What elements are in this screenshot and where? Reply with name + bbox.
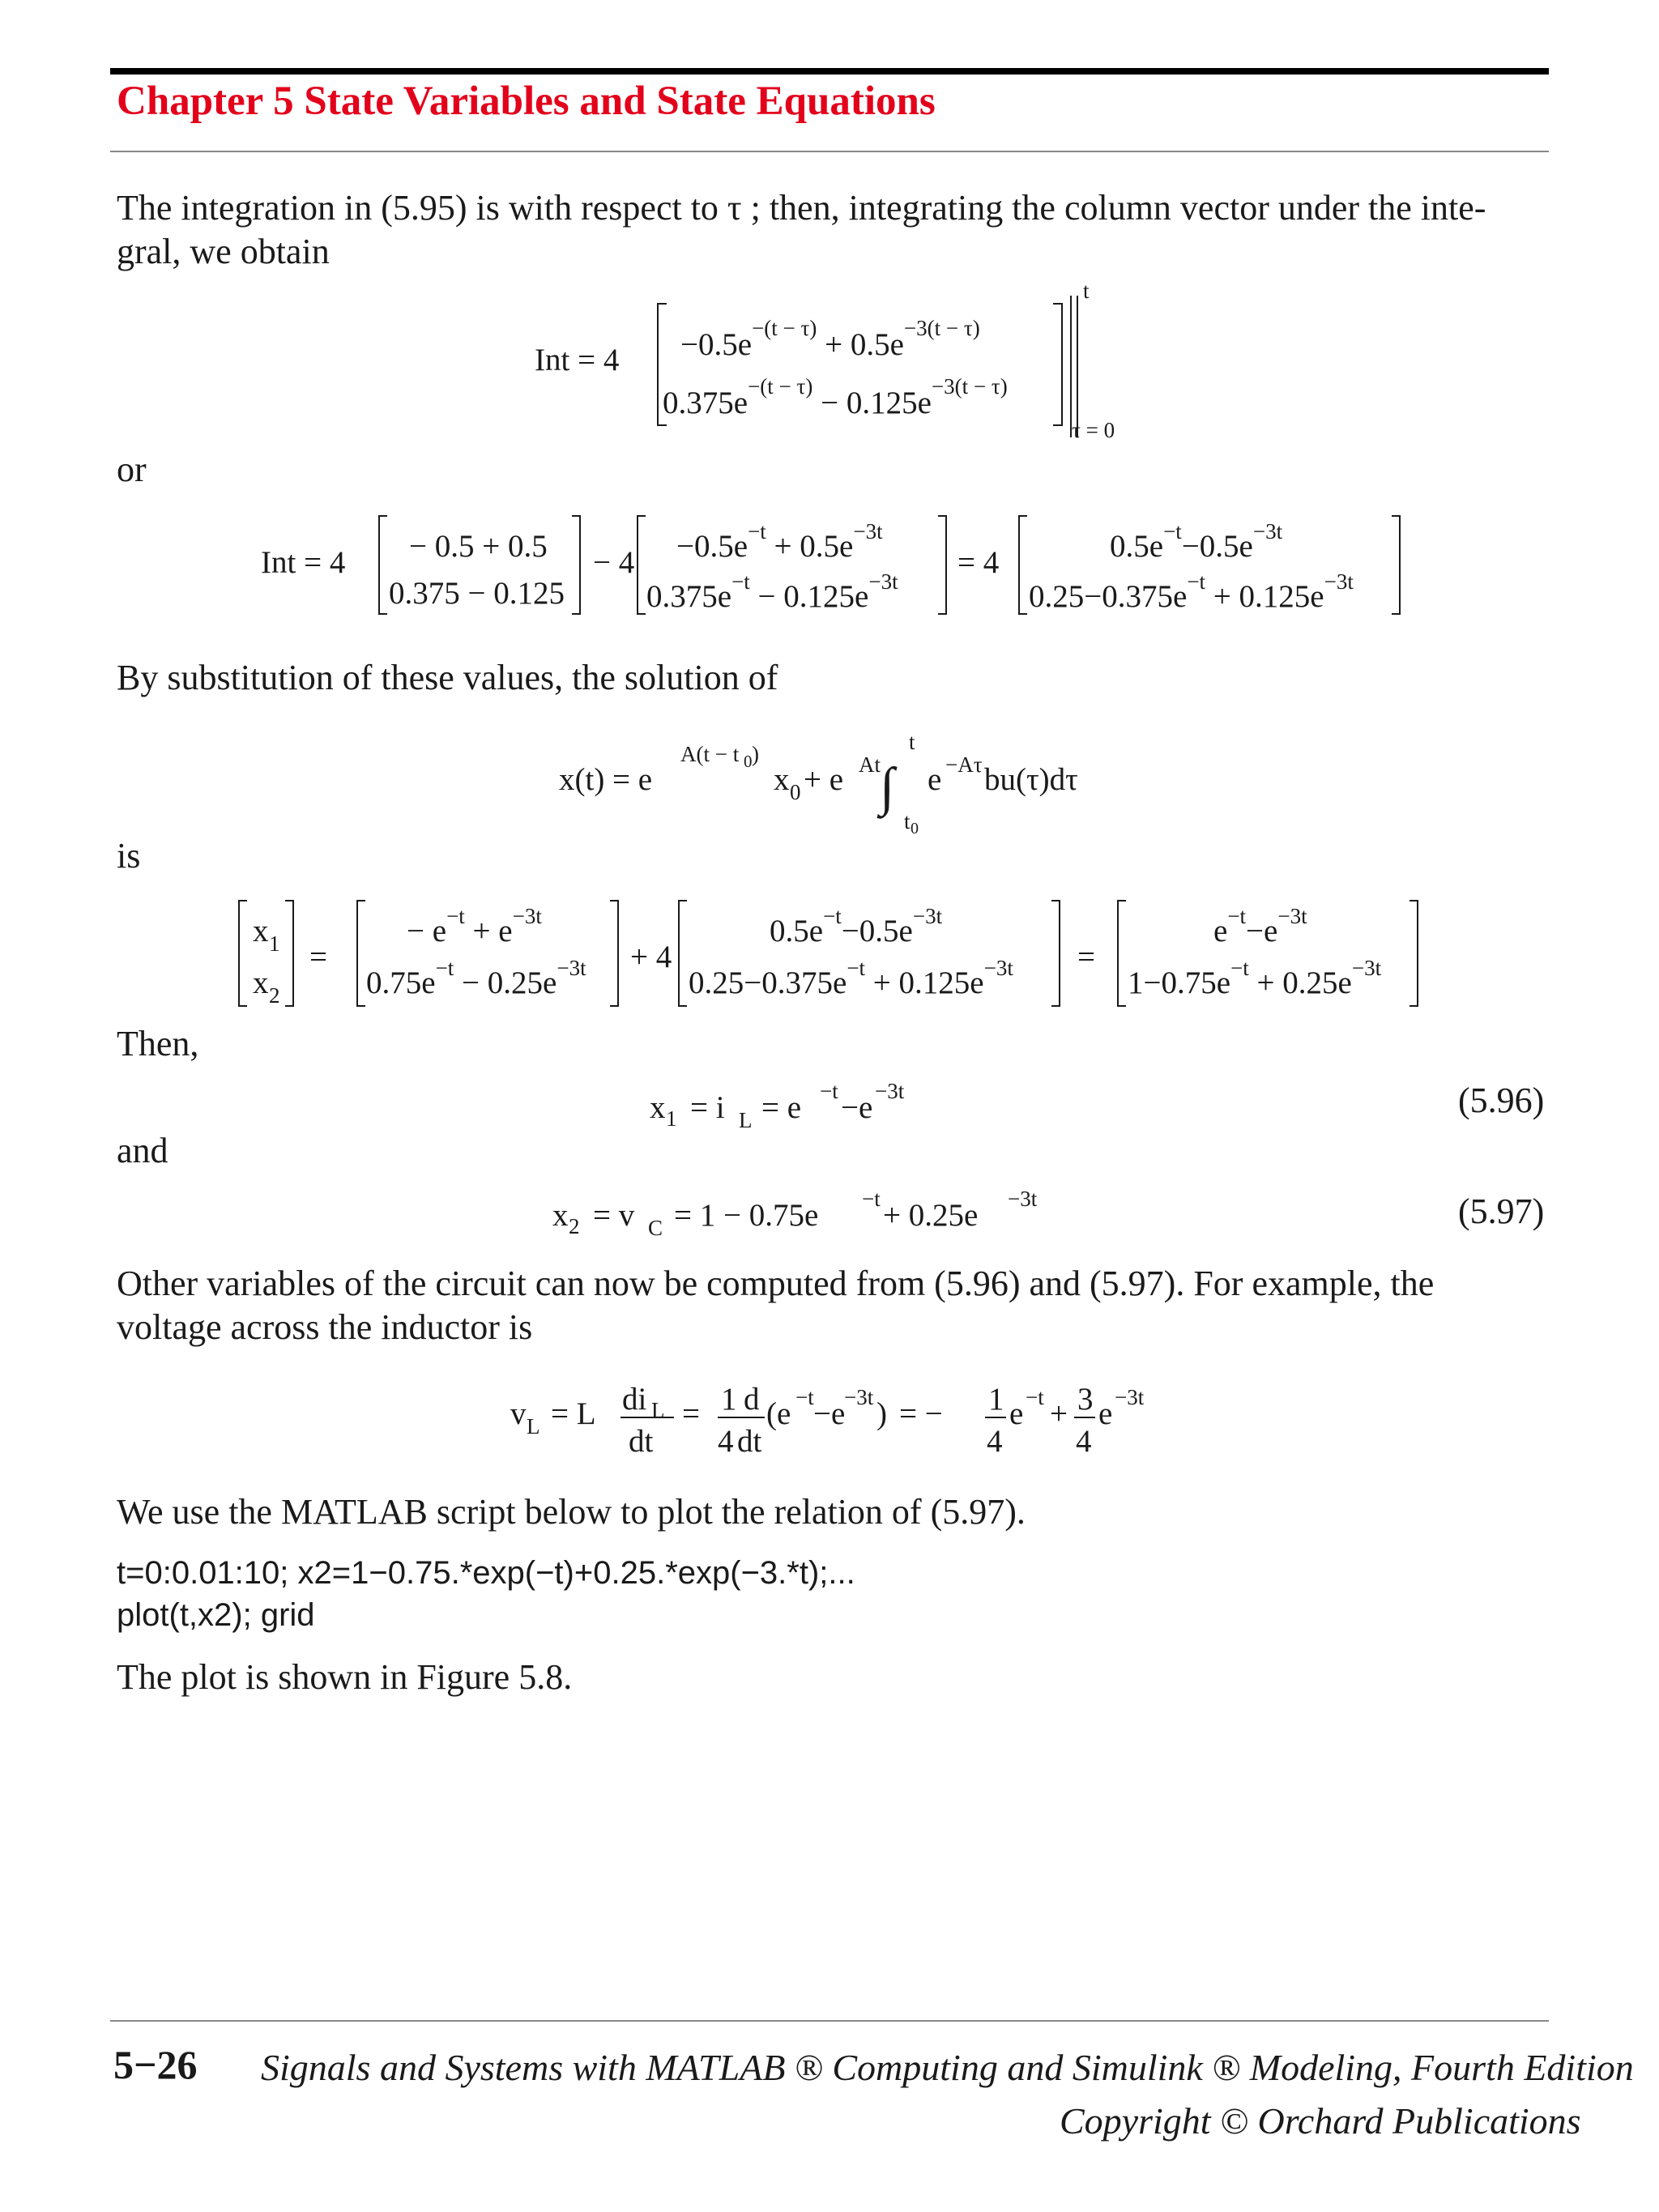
svg-text:L: L	[527, 1414, 540, 1438]
svg-text:0: 0	[911, 820, 919, 837]
inductor-voltage-equation	[502, 1369, 1175, 1474]
svg-text:+: +	[1050, 1396, 1068, 1431]
x1-equation	[640, 1069, 964, 1134]
xvec-bracket-right	[285, 901, 293, 1006]
matlab-code-line-1: t=0:0.01:10; x2=1−0.75.*exp(−t)+0.25.*exp(−3.*t);...	[117, 1555, 855, 1591]
eq-int2-lhs: Int = 4	[261, 545, 346, 580]
svg-text:−t: −t	[820, 1079, 838, 1103]
svg-text:x: x	[774, 762, 790, 797]
eval-lower-limit: τ = 0	[1072, 418, 1115, 442]
s1-bracket-left	[357, 901, 365, 1006]
svg-text:2: 2	[569, 1214, 580, 1238]
svg-text:0: 0	[790, 780, 801, 804]
eq-int-lhs: Int = 4	[535, 343, 620, 377]
svg-text:= L: = L	[551, 1396, 596, 1431]
header-rule	[110, 68, 1549, 75]
svg-text:3: 3	[1077, 1382, 1094, 1417]
paragraph-2: By substitution of these values, the solution of	[117, 658, 778, 697]
svg-text:−Aτ: −Aτ	[945, 752, 983, 777]
svg-text:=: =	[309, 940, 327, 974]
eq-sol-exp1: A(t − t	[680, 742, 740, 766]
m3-bracket-right	[1392, 516, 1400, 614]
svg-text:x: x	[650, 1090, 666, 1125]
integral-result-equation	[251, 498, 1418, 636]
x2-equation	[544, 1178, 1047, 1243]
svg-text:di: di	[622, 1382, 647, 1417]
copyright-line: Copyright © Orchard Publications	[1060, 2100, 1581, 2142]
eq-int1-row1: $-0.5e^{-(t - \tau)} + 0.5e^{-3(t - \tau)}$	[680, 316, 980, 362]
eq-s1-r2: $0.75e^{-t} - 0.25e^{-3t}$	[366, 956, 586, 1000]
svg-text:dt: dt	[737, 1424, 762, 1459]
svg-text:x: x	[253, 914, 269, 948]
s2-bracket-left	[679, 901, 687, 1006]
m3-bracket-left	[1019, 516, 1027, 614]
eq-int2-minus4: − 4	[593, 545, 635, 580]
eq-int2-m2-r1: $-0.5e^{-t} + 0.5e^{-3t}$	[676, 519, 883, 564]
paragraph-3-line-2: voltage across the inductor is	[117, 1307, 533, 1347]
eq-int2-m2-r2: $0.375e^{-t} - 0.125e^{-3t}$	[646, 569, 898, 614]
svg-text:0: 0	[744, 752, 753, 771]
svg-text:1: 1	[721, 1382, 737, 1417]
svg-text:= i: = i	[690, 1090, 725, 1125]
svg-text:e: e	[1098, 1396, 1113, 1431]
svg-text:= v: = v	[593, 1198, 635, 1233]
eq-s2-r1: $0.5e^{-t}-0.5e^{-3t}$	[770, 904, 943, 948]
matlab-code-line-2: plot(t,x2); grid	[117, 1597, 315, 1633]
eq-int2-m3-r2: $0.25-0.375e^{-t} + 0.125e^{-3t}$	[1029, 569, 1354, 614]
svg-text:−t: −t	[795, 1385, 814, 1409]
svg-text:C: C	[648, 1216, 663, 1240]
svg-text:−t: −t	[1026, 1385, 1044, 1409]
svg-text:4: 4	[1076, 1424, 1092, 1459]
svg-text:−3t: −3t	[1008, 1187, 1038, 1211]
paragraph-4: We use the MATLAB script below to plot the relation of (5.97).	[117, 1492, 1026, 1532]
text-is: is	[117, 836, 141, 876]
text-and: and	[117, 1131, 168, 1170]
svg-text:4: 4	[987, 1424, 1003, 1459]
svg-text:=: =	[1077, 940, 1095, 974]
paragraph-3-line-1: Other variables of the circuit can now be computed from (5.96) and (5.97). For example, the	[117, 1264, 1435, 1303]
svg-text:v: v	[510, 1396, 527, 1431]
svg-text:−3t: −3t	[875, 1079, 905, 1103]
svg-text:−3t: −3t	[844, 1385, 874, 1409]
svg-text:−e: −e	[841, 1090, 873, 1125]
header-underline	[110, 151, 1549, 152]
paragraph-1-line-1: The integration in (5.95) is with respect to τ ; then, integrating the column vector under the inte-	[117, 188, 1486, 228]
svg-text:d: d	[744, 1382, 760, 1417]
svg-text:L: L	[651, 1398, 665, 1422]
m1-bracket-left	[379, 516, 387, 614]
eq-int2-m3-r1: $0.5e^{-t}-0.5e^{-3t}$	[1110, 519, 1283, 564]
svg-text:−e: −e	[813, 1396, 846, 1431]
s2-bracket-right	[1051, 901, 1060, 1006]
eq-s1-r1: − $e^{-t} + e^{-3t}$	[407, 904, 542, 948]
m2-bracket-left	[638, 516, 646, 614]
eq-int1-row2: $0.375e^{-(t - \tau)} - 0.125e^{-3(t - \tau)}$	[663, 374, 1008, 420]
svg-text:2: 2	[269, 983, 280, 1008]
s1-bracket-right	[610, 901, 618, 1006]
s3-bracket-right	[1410, 901, 1418, 1006]
svg-text:+ e: + e	[804, 762, 844, 797]
svg-text:= e: = e	[761, 1090, 802, 1125]
text-or: or	[117, 450, 147, 489]
page-number: 5−26	[113, 2042, 198, 2087]
svg-text:1: 1	[269, 931, 280, 956]
svg-text:e: e	[1009, 1396, 1024, 1431]
text-then: Then,	[117, 1024, 199, 1063]
svg-text:4: 4	[718, 1424, 734, 1459]
matrix-bracket-right	[1053, 304, 1062, 425]
svg-text:e: e	[928, 762, 942, 797]
svg-text:(e: (e	[766, 1396, 791, 1431]
integral-evaluation-equation	[518, 283, 1150, 445]
m2-bracket-right	[938, 516, 946, 614]
eq-int2-m1-r2: 0.375 − 0.125	[389, 576, 565, 611]
svg-text:−3t: −3t	[1115, 1385, 1145, 1409]
svg-text:+ 0.25e: + 0.25e	[883, 1198, 979, 1233]
svg-text:t: t	[904, 809, 911, 833]
state-solution-equation	[551, 725, 1118, 855]
svg-text:1: 1	[666, 1106, 677, 1131]
equation-number-5-96: (5.96)	[1458, 1080, 1545, 1120]
xvec-bracket-left	[239, 901, 247, 1006]
svg-text:L: L	[739, 1108, 753, 1132]
svg-text:): )	[876, 1396, 887, 1431]
svg-text:t: t	[909, 730, 915, 754]
svg-text:= −: = −	[899, 1396, 943, 1431]
m1-bracket-right	[572, 516, 580, 614]
svg-text:bu(τ)dτ: bu(τ)dτ	[984, 762, 1078, 797]
eq-s2-r2: $0.25-0.375e^{-t} + 0.125e^{-3t}$	[689, 956, 1013, 1000]
svg-text:=: =	[682, 1396, 700, 1431]
chapter-title: Chapter 5 State Variables and State Equations	[117, 79, 936, 124]
eq-sol-lhs: x(t) = e	[559, 762, 653, 797]
eq-int2-eq4: = 4	[957, 545, 1000, 580]
svg-text:= 1 − 0.75e: = 1 − 0.75e	[674, 1198, 819, 1233]
svg-text:At: At	[859, 752, 881, 777]
s3-bracket-left	[1118, 901, 1126, 1006]
paragraph-1-line-2: gral, we obtain	[117, 232, 330, 271]
integral-sign-icon: ∫	[880, 757, 895, 816]
svg-text:dt: dt	[629, 1424, 654, 1459]
eq-s3-r2: $1-0.75e^{-t} + 0.25e^{-3t}$	[1128, 956, 1382, 1000]
equation-number-5-97: (5.97)	[1458, 1191, 1545, 1231]
svg-text:x: x	[552, 1198, 569, 1233]
eval-upper-limit: t	[1083, 283, 1090, 303]
vector-solution-equation	[235, 883, 1434, 1021]
eq-int2-m1-r1: − 0.5 + 0.5	[409, 529, 548, 564]
footer-rule	[110, 2020, 1549, 2022]
eq-plus4: + 4	[630, 940, 672, 974]
eq-s3-r1: $e^{-t}-e^{-3t}$	[1213, 904, 1307, 948]
paragraph-5: The plot is shown in Figure 5.8.	[117, 1657, 573, 1697]
svg-text:x: x	[253, 965, 269, 1000]
svg-text:−t: −t	[862, 1187, 881, 1211]
svg-text:1: 1	[988, 1382, 1004, 1417]
book-title: Signals and Systems with MATLAB ® Computing and Simulink ® Modeling, Fourth Edition	[261, 2047, 1634, 2088]
svg-text:): )	[752, 742, 759, 766]
